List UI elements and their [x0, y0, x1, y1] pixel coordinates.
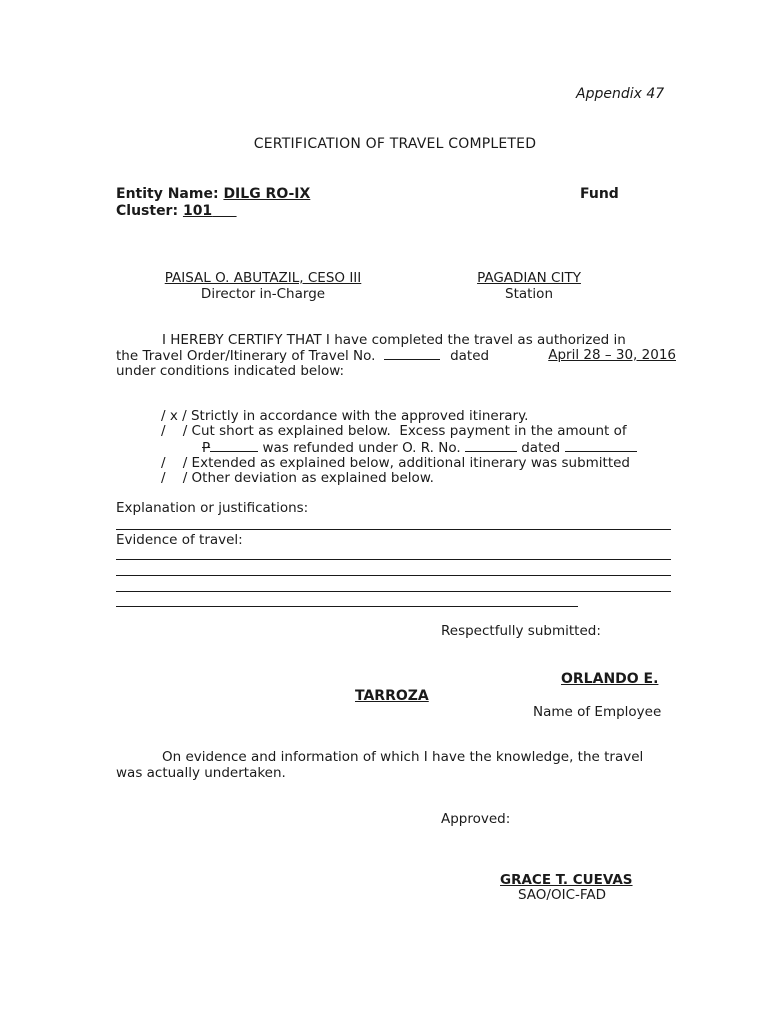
entity-name-value: DILG RO-IX: [223, 186, 311, 202]
station-name: PAGADIAN CITY: [477, 270, 581, 286]
travel-dates: April 28 – 30, 2016: [548, 347, 676, 363]
cluster-value: 101: [182, 203, 213, 219]
station-label: Station: [505, 286, 553, 302]
travel-order-number-blank: [384, 347, 440, 360]
director-name: PAISAL O. ABUTAZIL, CESO III: [164, 270, 362, 286]
approver-title: SAO/OIC-FAD: [517, 887, 607, 903]
certify-line-3: under conditions indicated below:: [116, 363, 345, 379]
explanation-label: Explanation or justifications:: [116, 500, 309, 516]
evidence-label: Evidence of travel:: [116, 532, 243, 548]
approver-name: GRACE T. CUEVAS: [500, 872, 633, 888]
cluster-row: [116, 203, 237, 219]
entity-name-row: [116, 186, 310, 202]
or-number-blank: [465, 439, 517, 452]
refund-line: P was refunded under O. R. No. dated: [202, 439, 637, 456]
employee-name-line-1: ORLANDO E.: [561, 671, 659, 687]
appendix-label: Appendix 47: [576, 86, 665, 102]
option-extended: / / Extended as explained below, additional itinerary was submitted: [161, 455, 630, 471]
cluster-label: Cluster:: [116, 203, 179, 219]
evidence-line-2: [116, 575, 671, 576]
option-strictly-accordance: / x / Strictly in accordance with the approved itinerary.: [161, 408, 529, 424]
explanation-line-1: [116, 529, 671, 530]
peso-sign: P: [202, 440, 211, 456]
evidence-statement-line-1: On evidence and information of which I have the knowledge, the travel: [162, 749, 644, 765]
approved-label: Approved:: [441, 811, 511, 827]
evidence-statement-line-2: was actually undertaken.: [116, 765, 286, 781]
evidence-line-4: [116, 606, 578, 607]
option-other-deviation: / / Other deviation as explained below.: [161, 470, 434, 486]
director-title: Director in-Charge: [200, 286, 326, 302]
certify-line-1: I HEREBY CERTIFY THAT I have completed the travel as authorized in: [162, 332, 626, 348]
evidence-line-3: [116, 591, 671, 592]
refund-date-blank: [565, 439, 637, 452]
option-cut-short: / / Cut short as explained below. Excess payment in the amount of: [161, 423, 627, 439]
fund-label: Fund: [580, 186, 619, 202]
refund-amount-blank: [210, 439, 258, 452]
submitted-label: Respectfully submitted:: [441, 623, 601, 639]
employee-name-line-2: TARROZA: [355, 688, 429, 704]
document-title: CERTIFICATION OF TRAVEL COMPLETED: [253, 136, 537, 152]
certify-line-2: the Travel Order/Itinerary of Travel No. dated April 28 – 30, 2016: [116, 347, 676, 364]
evidence-line-1: [116, 559, 671, 560]
employee-name-label: Name of Employee: [533, 704, 662, 720]
entity-name-label: Entity Name:: [116, 186, 219, 202]
